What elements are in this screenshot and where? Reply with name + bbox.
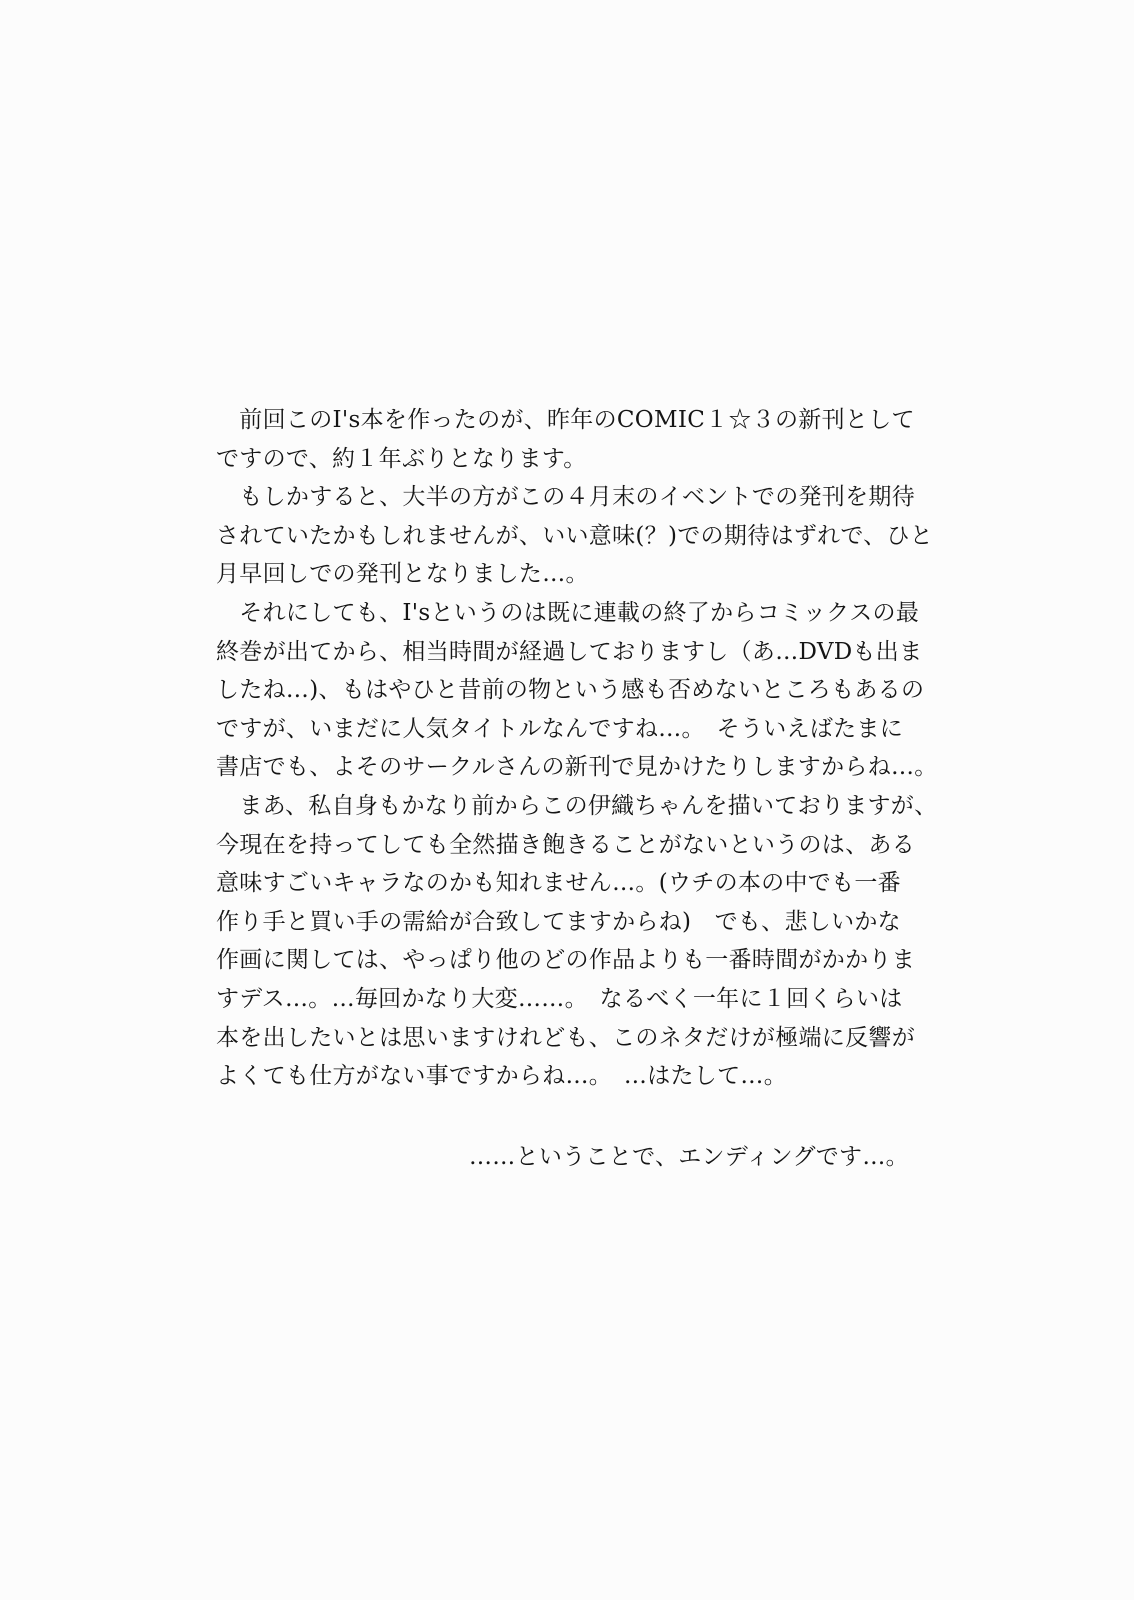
- text-line: されていたかもしれませんが、いい意味(？)での期待はずれで、ひと: [216, 522, 934, 549]
- closing-line: ……ということで、エンディングです…。: [469, 1144, 909, 1170]
- text-line: すデス…。…毎回かなり大変……。 なるべく一年に１回くらいは: [216, 985, 903, 1012]
- text-line: 作り手と買い手の需給が合致してますからね) でも、悲しいかな: [216, 908, 901, 935]
- text-line: 意味すごいキャラなのかも知れません…。(ウチの本の中でも一番: [216, 870, 901, 897]
- text-line: したね…)、もはやひと昔前の物という感も否めないところもあるの: [216, 677, 925, 704]
- text-line: ですが、いまだに人気タイトルなんですね…。 そういえばたまに: [216, 715, 904, 742]
- text-line: よくても仕方がない事ですからね…。 …はたして…。: [216, 1063, 787, 1090]
- text-line: ですので、約１年ぶりとなります。: [216, 445, 587, 472]
- text-line: まあ、私自身もかなり前からこの伊織ちゃんを描いておりますが、: [216, 792, 938, 819]
- text-line: 前回このI's本を作ったのが、昨年のCOMIC１☆３の新刊として: [216, 407, 915, 433]
- text-line: 終巻が出てから、相当時間が経過しておりますし（あ…DVDも出ま: [216, 638, 923, 665]
- text-line: 作画に関しては、やっぱり他のどの作品よりも一番時間がかかりま: [216, 947, 915, 974]
- text-line: 月早回しでの発刊となりました…。: [216, 561, 589, 588]
- text-line: もしかすると、大半の方がこの４月末のイベントでの発刊を期待: [216, 484, 915, 511]
- afterword-text: [216, 401, 938, 1096]
- text-line: 本を出したいとは思いますけれども、このネタだけが極端に反響が: [216, 1024, 915, 1051]
- text-line: 書店でも、よそのサークルさんの新刊で見かけたりしますからね…。: [216, 754, 938, 781]
- text-line: それにしても、I'sというのは既に連載の終了からコミックスの最: [216, 599, 920, 626]
- text-line: 今現在を持ってしても全然描き飽きることがないというのは、ある: [216, 831, 915, 858]
